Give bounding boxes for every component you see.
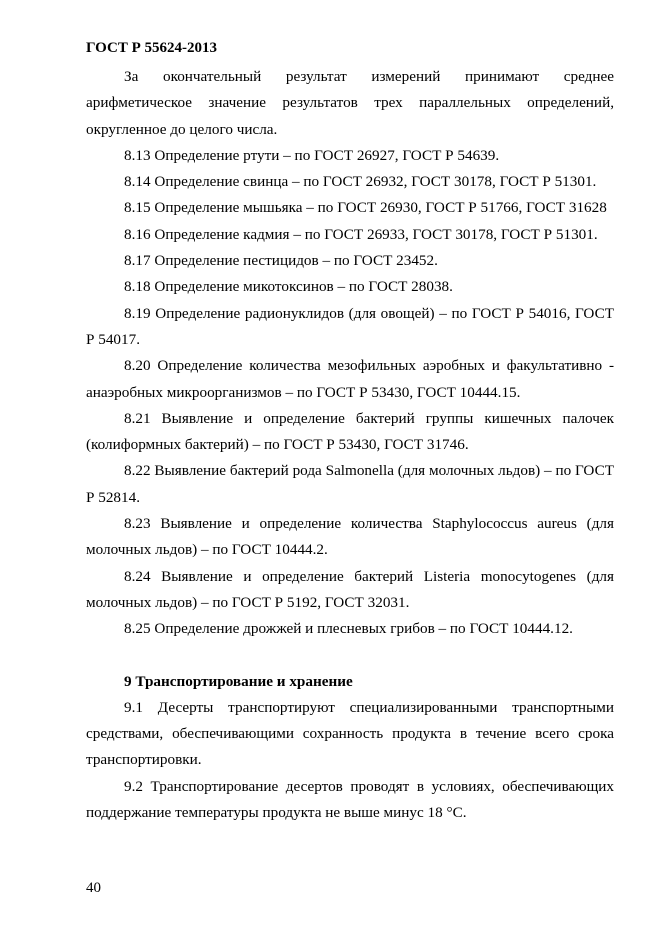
paragraph-8-24: 8.24 Выявление и определение бактерий Listeria monocytogenes (для молочных льдов) – по ГОСТ Р 5192, ГОСТ 32031.	[86, 567, 614, 611]
paragraph-8-22: 8.22 Выявление бактерий рода Salmonella (для молочных льдов) – по ГОСТ Р 52814.	[86, 462, 614, 506]
paragraph-9-2: 9.2 Транспортирование десертов проводят в условиях, обеспечивающих поддержание температуры продукта не выше минус 18 °С.	[86, 777, 614, 822]
paragraph-8-17: 8.17 Определение пестицидов – по ГОСТ 23452.	[124, 252, 438, 270]
paragraph-8-13: 8.13 Определение ртути – по ГОСТ 26927, ГОСТ Р 54639.	[124, 146, 500, 164]
page-number: 40	[86, 880, 101, 896]
paragraph-8-15: 8.15 Определение мышьяка – по ГОСТ 26930, ГОСТ Р 51766, ГОСТ 31628	[124, 199, 607, 217]
paragraph-8-21: 8.21 Выявление и определение бактерий группы кишечных палочек (колиформных бактерий) – по ГОСТ Р 53430, ГОСТ 31746.	[86, 409, 614, 454]
document-header: ГОСТ Р 55624-2013	[86, 40, 218, 56]
paragraph-8-20: 8.20 Определение количества мезофильных аэробных и факультативно - анаэробных микроорганизмов – по ГОСТ Р 53430, ГОСТ 10444.15.	[86, 357, 614, 401]
paragraph-8-23: 8.23 Выявление и определение количества Staphylococcus aureus (для молочных льдов) – по ГОСТ 10444.2.	[86, 515, 614, 559]
paragraph-8-16: 8.16 Определение кадмия – по ГОСТ 26933, ГОСТ 30178, ГОСТ Р 51301.	[124, 225, 598, 243]
document-body	[86, 64, 614, 826]
paragraph-final-result: За окончательный результат измерений принимают среднее арифметическое значение результатов трех параллельных определений, округленное до целого числа.	[86, 68, 614, 138]
paragraph-9-1: 9.1 Десерты транспортируют специализированными транспортными средствами, обеспечивающими сохранность продукта в течение всего срока транспортировки.	[86, 698, 614, 769]
paragraph-8-14: 8.14 Определение свинца – по ГОСТ 26932, ГОСТ 30178, ГОСТ Р 51301.	[124, 173, 597, 191]
section-title-transport-storage: 9 Транспортирование и хранение	[124, 672, 353, 690]
paragraph-8-25: 8.25 Определение дрожжей и плесневых грибов – по ГОСТ 10444.12.	[124, 620, 573, 638]
paragraph-8-19: 8.19 Определение радионуклидов (для овощей) – по ГОСТ Р 54016, ГОСТ Р 54017.	[86, 304, 614, 348]
paragraph-8-18: 8.18 Определение микотоксинов – по ГОСТ 28038.	[124, 278, 453, 296]
